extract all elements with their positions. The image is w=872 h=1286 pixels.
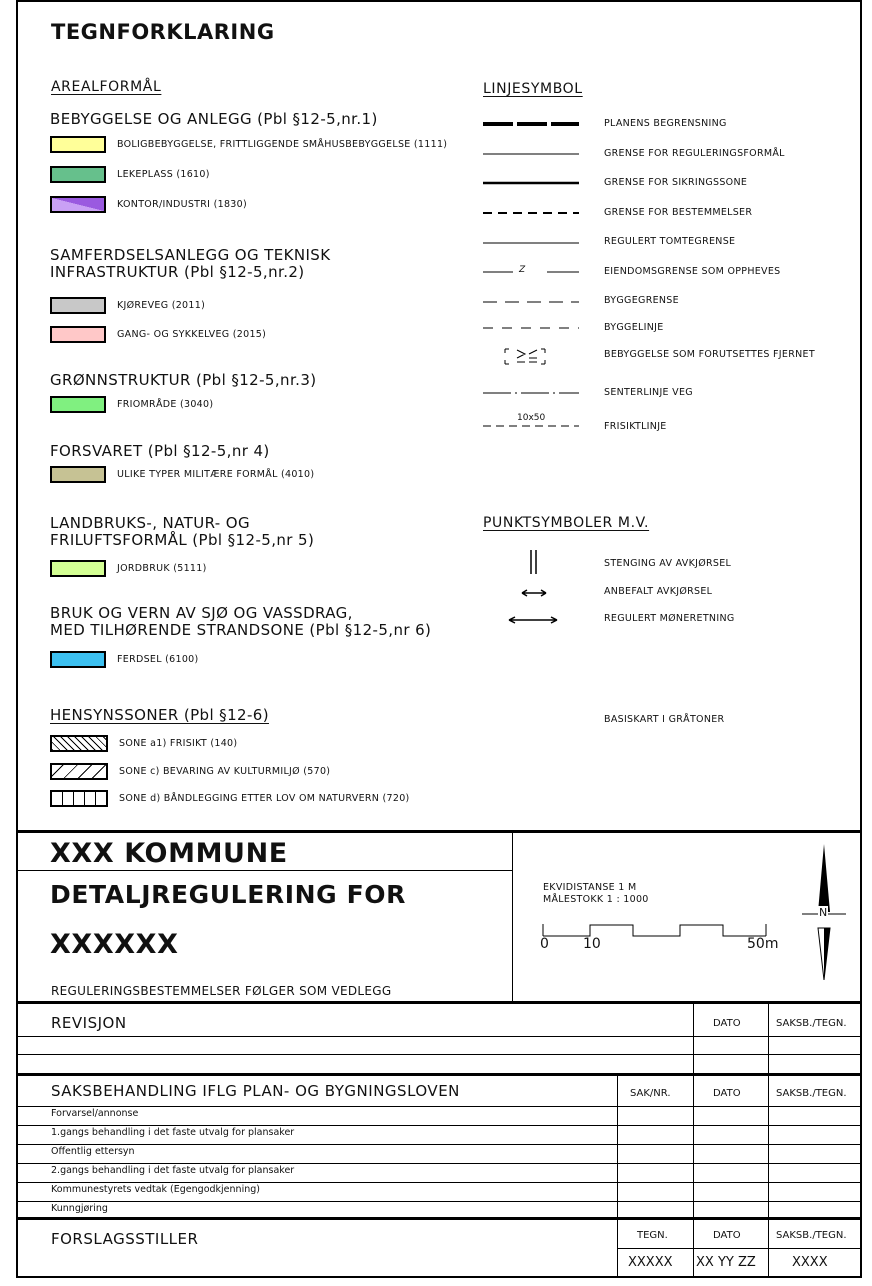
symbol-moneretning: [509, 617, 557, 623]
symbol-anbefalt-avkjorsel: [522, 590, 546, 596]
legend-label-lekeplass: LEKEPLASS (1610): [117, 169, 210, 180]
swatch-bolig: [50, 136, 106, 153]
forslagsstiller-heading: FORSLAGSSTILLER: [51, 1230, 199, 1248]
malestokk: MÅLESTOKK 1 : 1000: [543, 894, 649, 905]
category-heading-samferdsel-1: SAMFERDSELSANLEGG OG TEKNISK: [50, 246, 331, 264]
legend-label-kontor: KONTOR/INDUSTRI (1830): [117, 199, 247, 210]
linjesymbol-heading: LINJESYMBOL: [483, 81, 583, 97]
legend-label-friomrade: FRIOMRÅDE (3040): [117, 399, 214, 410]
line-label-8: BEBYGGELSE SOM FORUTSETTES FJERNET: [604, 349, 815, 360]
divider-title-top: [16, 830, 862, 833]
sak-row-line-0: [16, 1106, 862, 1107]
swatch-lekeplass: [50, 166, 106, 183]
point-symbols: [505, 548, 565, 628]
swatch-jordbruk: [50, 560, 106, 577]
sak-row-1: 1.gangs behandling i det faste utvalg for plansaker: [51, 1127, 295, 1138]
swatch-kulturmiljo: [50, 763, 108, 780]
legend-label-frisikt: SONE a1) FRISIKT (140): [119, 738, 238, 749]
sak-row-line-3: [16, 1163, 862, 1164]
line-label-10: FRISIKTLINJE: [604, 421, 667, 432]
line-label-5: EIENDOMSGRENSE SOM OPPHEVES: [604, 266, 781, 277]
rev-row-2: [16, 1054, 862, 1055]
rev-dato-header: DATO: [713, 1018, 741, 1029]
fs-saksb-header: SAKSB./TEGN.: [776, 1230, 847, 1241]
category-heading-samferdsel-2: INFRASTRUKTUR (Pbl §12-5,nr.2): [50, 263, 305, 281]
sak-row-line-4: [16, 1182, 862, 1183]
swatch-gang-sykkel: [50, 326, 106, 343]
line-symbols: [483, 112, 583, 442]
scale-bar: [540, 920, 780, 940]
saksbehandling-heading: SAKSBEHANDLING IFLG PLAN- OG BYGNINGSLOVEN: [51, 1082, 460, 1100]
ekvidistanse: EKVIDISTANSE 1 M: [543, 882, 637, 893]
swatch-ferdsel: [50, 651, 106, 668]
legend-label-naturvern: SONE d) BÅNDLEGGING ETTER LOV OM NATURVERN (720): [119, 793, 410, 804]
legend-label-gang-sykkel: GANG- OG SYKKELVEG (2015): [117, 329, 267, 340]
plan-title-line2: XXXXXX: [50, 929, 179, 960]
basiskart-note: BASISKART I GRÅTONER: [604, 714, 725, 725]
sak-nr-header: SAK/NR.: [630, 1088, 671, 1099]
swatch-naturvern: [50, 790, 108, 807]
category-heading-sjo-2: MED TILHØRENDE STRANDSONE (Pbl §12-5,nr 6): [50, 621, 432, 639]
scale-label-50: 50m: [747, 936, 779, 952]
bestemmelser-note: REGULERINGSBESTEMMELSER FØLGER SOM VEDLEGG: [51, 984, 392, 998]
punktsymboler-heading: PUNKTSYMBOLER M.V.: [483, 515, 650, 531]
divider-revisjon-top: [16, 1001, 862, 1004]
fs-col-2: [693, 1220, 694, 1278]
rev-saksb-header: SAKSB./TEGN.: [776, 1018, 847, 1029]
legend-label-militaer: ULIKE TYPER MILITÆRE FORMÅL (4010): [117, 469, 315, 480]
fs-col-3: [768, 1220, 769, 1278]
scale-label-0: 0: [540, 936, 549, 952]
swatch-militaer: [50, 466, 106, 483]
line-label-9: SENTERLINJE VEG: [604, 387, 693, 398]
sak-col-1: [617, 1076, 618, 1218]
legend-label-bolig: BOLIGBEBYGGELSE, FRITTLIGGENDE SMÅHUSBEBYGGELSE (1111): [117, 139, 448, 150]
rev-row-1: [16, 1036, 862, 1037]
symbol-bebyggelse-fjernet: [505, 349, 545, 364]
swatch-kjoreveg: [50, 297, 106, 314]
swatch-friomrade: [50, 396, 106, 413]
line-label-4: REGULERT TOMTEGRENSE: [604, 236, 736, 247]
divider-kommune: [16, 870, 512, 871]
arealformal-heading: AREALFORMÅL: [51, 79, 162, 95]
sak-row-4: Kommunestyrets vedtak (Egengodkjenning): [51, 1184, 260, 1195]
fs-dato-value: XX YY ZZ: [696, 1255, 756, 1270]
line-label-3: GRENSE FOR BESTEMMELSER: [604, 207, 753, 218]
fs-col-1: [617, 1220, 618, 1278]
swatch-frisikt: [50, 735, 108, 752]
line-label-2: GRENSE FOR SIKRINGSSONE: [604, 177, 748, 188]
sak-dato-header: DATO: [713, 1088, 741, 1099]
line-label-6: BYGGEGRENSE: [604, 295, 679, 306]
rev-col-1: [693, 1004, 694, 1073]
sak-row-line-2: [16, 1144, 862, 1145]
legend-label-jordbruk: JORDBRUK (5111): [117, 563, 207, 574]
fs-row-line: [617, 1248, 862, 1249]
fs-saksb-value: XXXX: [792, 1255, 828, 1270]
point-label-1: ANBEFALT AVKJØRSEL: [604, 586, 713, 597]
sak-row-2: Offentlig ettersyn: [51, 1146, 135, 1157]
legend-title: TEGNFORKLARING: [51, 20, 275, 44]
category-heading-landbruk-2: FRILUFTSFORMÅL (Pbl §12-5,nr 5): [50, 531, 315, 549]
sak-row-line-5: [16, 1201, 862, 1202]
legend-label-kulturmiljo: SONE c) BEVARING AV KULTURMILJØ (570): [119, 766, 331, 777]
north-label: N: [819, 906, 828, 919]
sak-row-5: Kunngjøring: [51, 1203, 108, 1214]
sak-col-3: [768, 1076, 769, 1218]
scale-label-10: 10: [583, 936, 601, 952]
frisikt-tag: 10x50: [517, 413, 546, 423]
scale-bar-line: [543, 924, 766, 936]
line-label-1: GRENSE FOR REGULERINGSFORMÅL: [604, 148, 785, 159]
plan-title-line1: DETALJREGULERING FOR: [50, 880, 406, 909]
sak-row-0: Forvarsel/annonse: [51, 1108, 139, 1119]
fs-dato-header: DATO: [713, 1230, 741, 1241]
fs-tegn-header: TEGN.: [637, 1230, 668, 1241]
category-heading-gronn: GRØNNSTRUKTUR (Pbl §12-5,nr.3): [50, 371, 317, 389]
legend-label-kjoreveg: KJØREVEG (2011): [117, 300, 206, 311]
swatch-kontor: [50, 196, 106, 213]
divider-saksbehandling-top: [16, 1073, 862, 1076]
fs-tegn-value: XXXXX: [628, 1255, 673, 1270]
sak-row-line-1: [16, 1125, 862, 1126]
category-heading-forsvaret: FORSVARET (Pbl §12-5,nr 4): [50, 442, 270, 460]
rev-col-2: [768, 1004, 769, 1073]
point-label-2: REGULERT MØNERETNING: [604, 613, 735, 624]
line-label-7: BYGGELINJE: [604, 322, 664, 333]
sak-saksb-header: SAKSB./TEGN.: [776, 1088, 847, 1099]
legend-label-ferdsel: FERDSEL (6100): [117, 654, 199, 665]
category-heading-sjo-1: BRUK OG VERN AV SJØ OG VASSDRAG,: [50, 604, 353, 622]
category-heading-landbruk-1: LANDBRUKS-, NATUR- OG: [50, 514, 251, 532]
eiendom-tag: Z: [519, 265, 526, 275]
sak-col-2: [693, 1076, 694, 1218]
divider-forslagsstiller-top: [16, 1217, 862, 1220]
category-heading-bebyggelse: BEBYGGELSE OG ANLEGG (Pbl §12-5,nr.1): [50, 110, 378, 128]
revisjon-heading: REVISJON: [51, 1014, 127, 1032]
divider-title-vertical: [512, 833, 513, 1001]
line-label-0: PLANENS BEGRENSNING: [604, 118, 727, 129]
kommune-title: XXX KOMMUNE: [50, 838, 288, 869]
point-label-0: STENGING AV AVKJØRSEL: [604, 558, 732, 569]
sak-row-3: 2.gangs behandling i det faste utvalg for plansaker: [51, 1165, 295, 1176]
hensyn-heading: HENSYNSSONER (Pbl §12-6): [50, 706, 269, 724]
